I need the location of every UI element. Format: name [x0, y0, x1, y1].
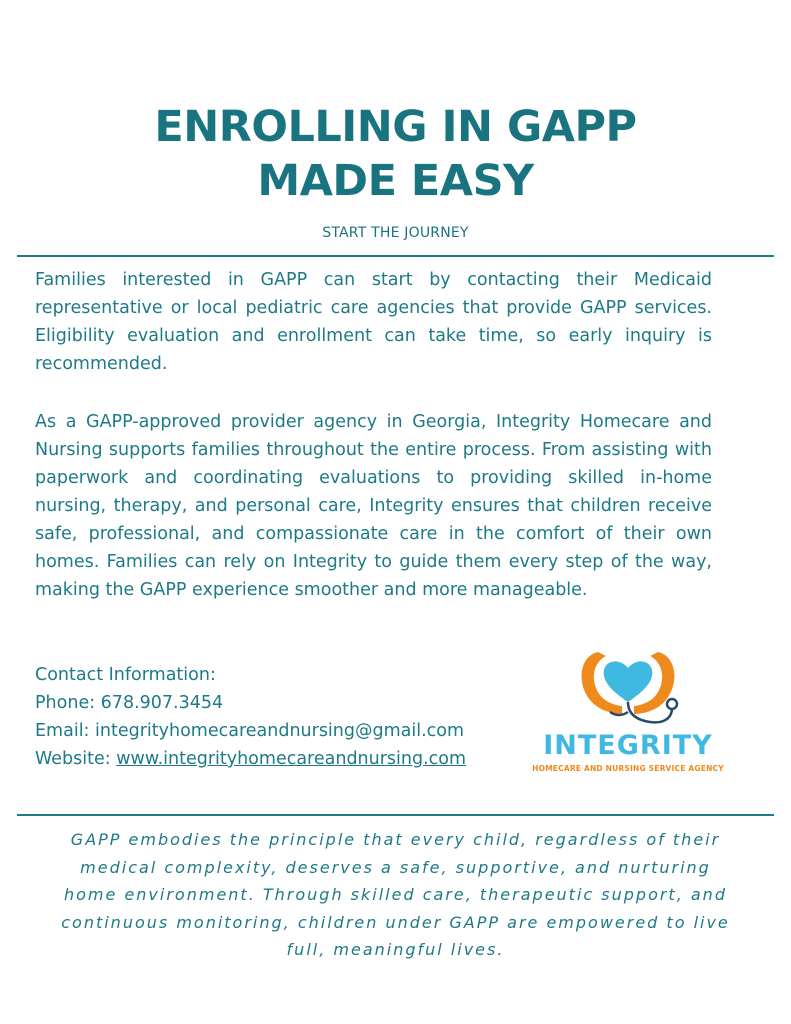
provider-paragraph: As a GAPP-approved provider agency in Georgia, Integrity Homecare and Nursing supports families throughout the entire process. From assisting with paperwork and coordinating evaluations to providing skilled in-home nursing, therapy, and personal care, Integrity ensures that children receive safe, professional, and compassionate care in the comfort of their own homes. Families can rely on Integrity to guide them every step of the way, making the GAPP experience smoother and more manageable. [35, 412, 712, 600]
integrity-logo [528, 642, 728, 782]
page-title-line2: MADE EASY [257, 156, 534, 206]
closing-quote: GAPP embodies the principle that every child, regardless of their medical complexity, deserves a safe, supportive, and nurturing home environment. Through skilled care, therapeutic support, and continuous monitoring, children under GAPP are empowered to live full, meaningful lives. [61, 830, 730, 959]
contact-block [35, 661, 505, 773]
bottom-divider [17, 814, 774, 816]
page-title [0, 100, 791, 208]
contact-heading: Contact Information: [35, 665, 216, 685]
heart-hands-stethoscope-icon [528, 642, 728, 732]
top-divider [17, 255, 774, 257]
logo-wordmark: INTEGRITY [543, 730, 713, 761]
page-subtitle: START THE JOURNEY [322, 225, 469, 241]
website-label: Website: [35, 749, 117, 769]
email-address[interactable]: integrityhomecareandnursing@gmail.com [95, 721, 465, 741]
website-link[interactable]: www.integrityhomecareandnursing.com [116, 749, 467, 769]
contact-email-line [35, 717, 505, 745]
page-title-line1: ENROLLING IN GAPP [154, 102, 637, 152]
intro-paragraph: Families interested in GAPP can start by contacting their Medicaid representative or local pediatric care agencies that provide GAPP services. Eligibility evaluation and enrollment can take time, so early inquiry is recommended. [35, 270, 712, 374]
phone-number[interactable]: 678.907.3454 [100, 693, 224, 713]
logo-tagline: HOMECARE AND NURSING SERVICE AGENCY [532, 764, 724, 773]
contact-phone-line [35, 689, 505, 717]
contact-website-line [35, 745, 505, 773]
email-label: Email: [35, 721, 96, 741]
phone-label: Phone: [35, 693, 101, 713]
